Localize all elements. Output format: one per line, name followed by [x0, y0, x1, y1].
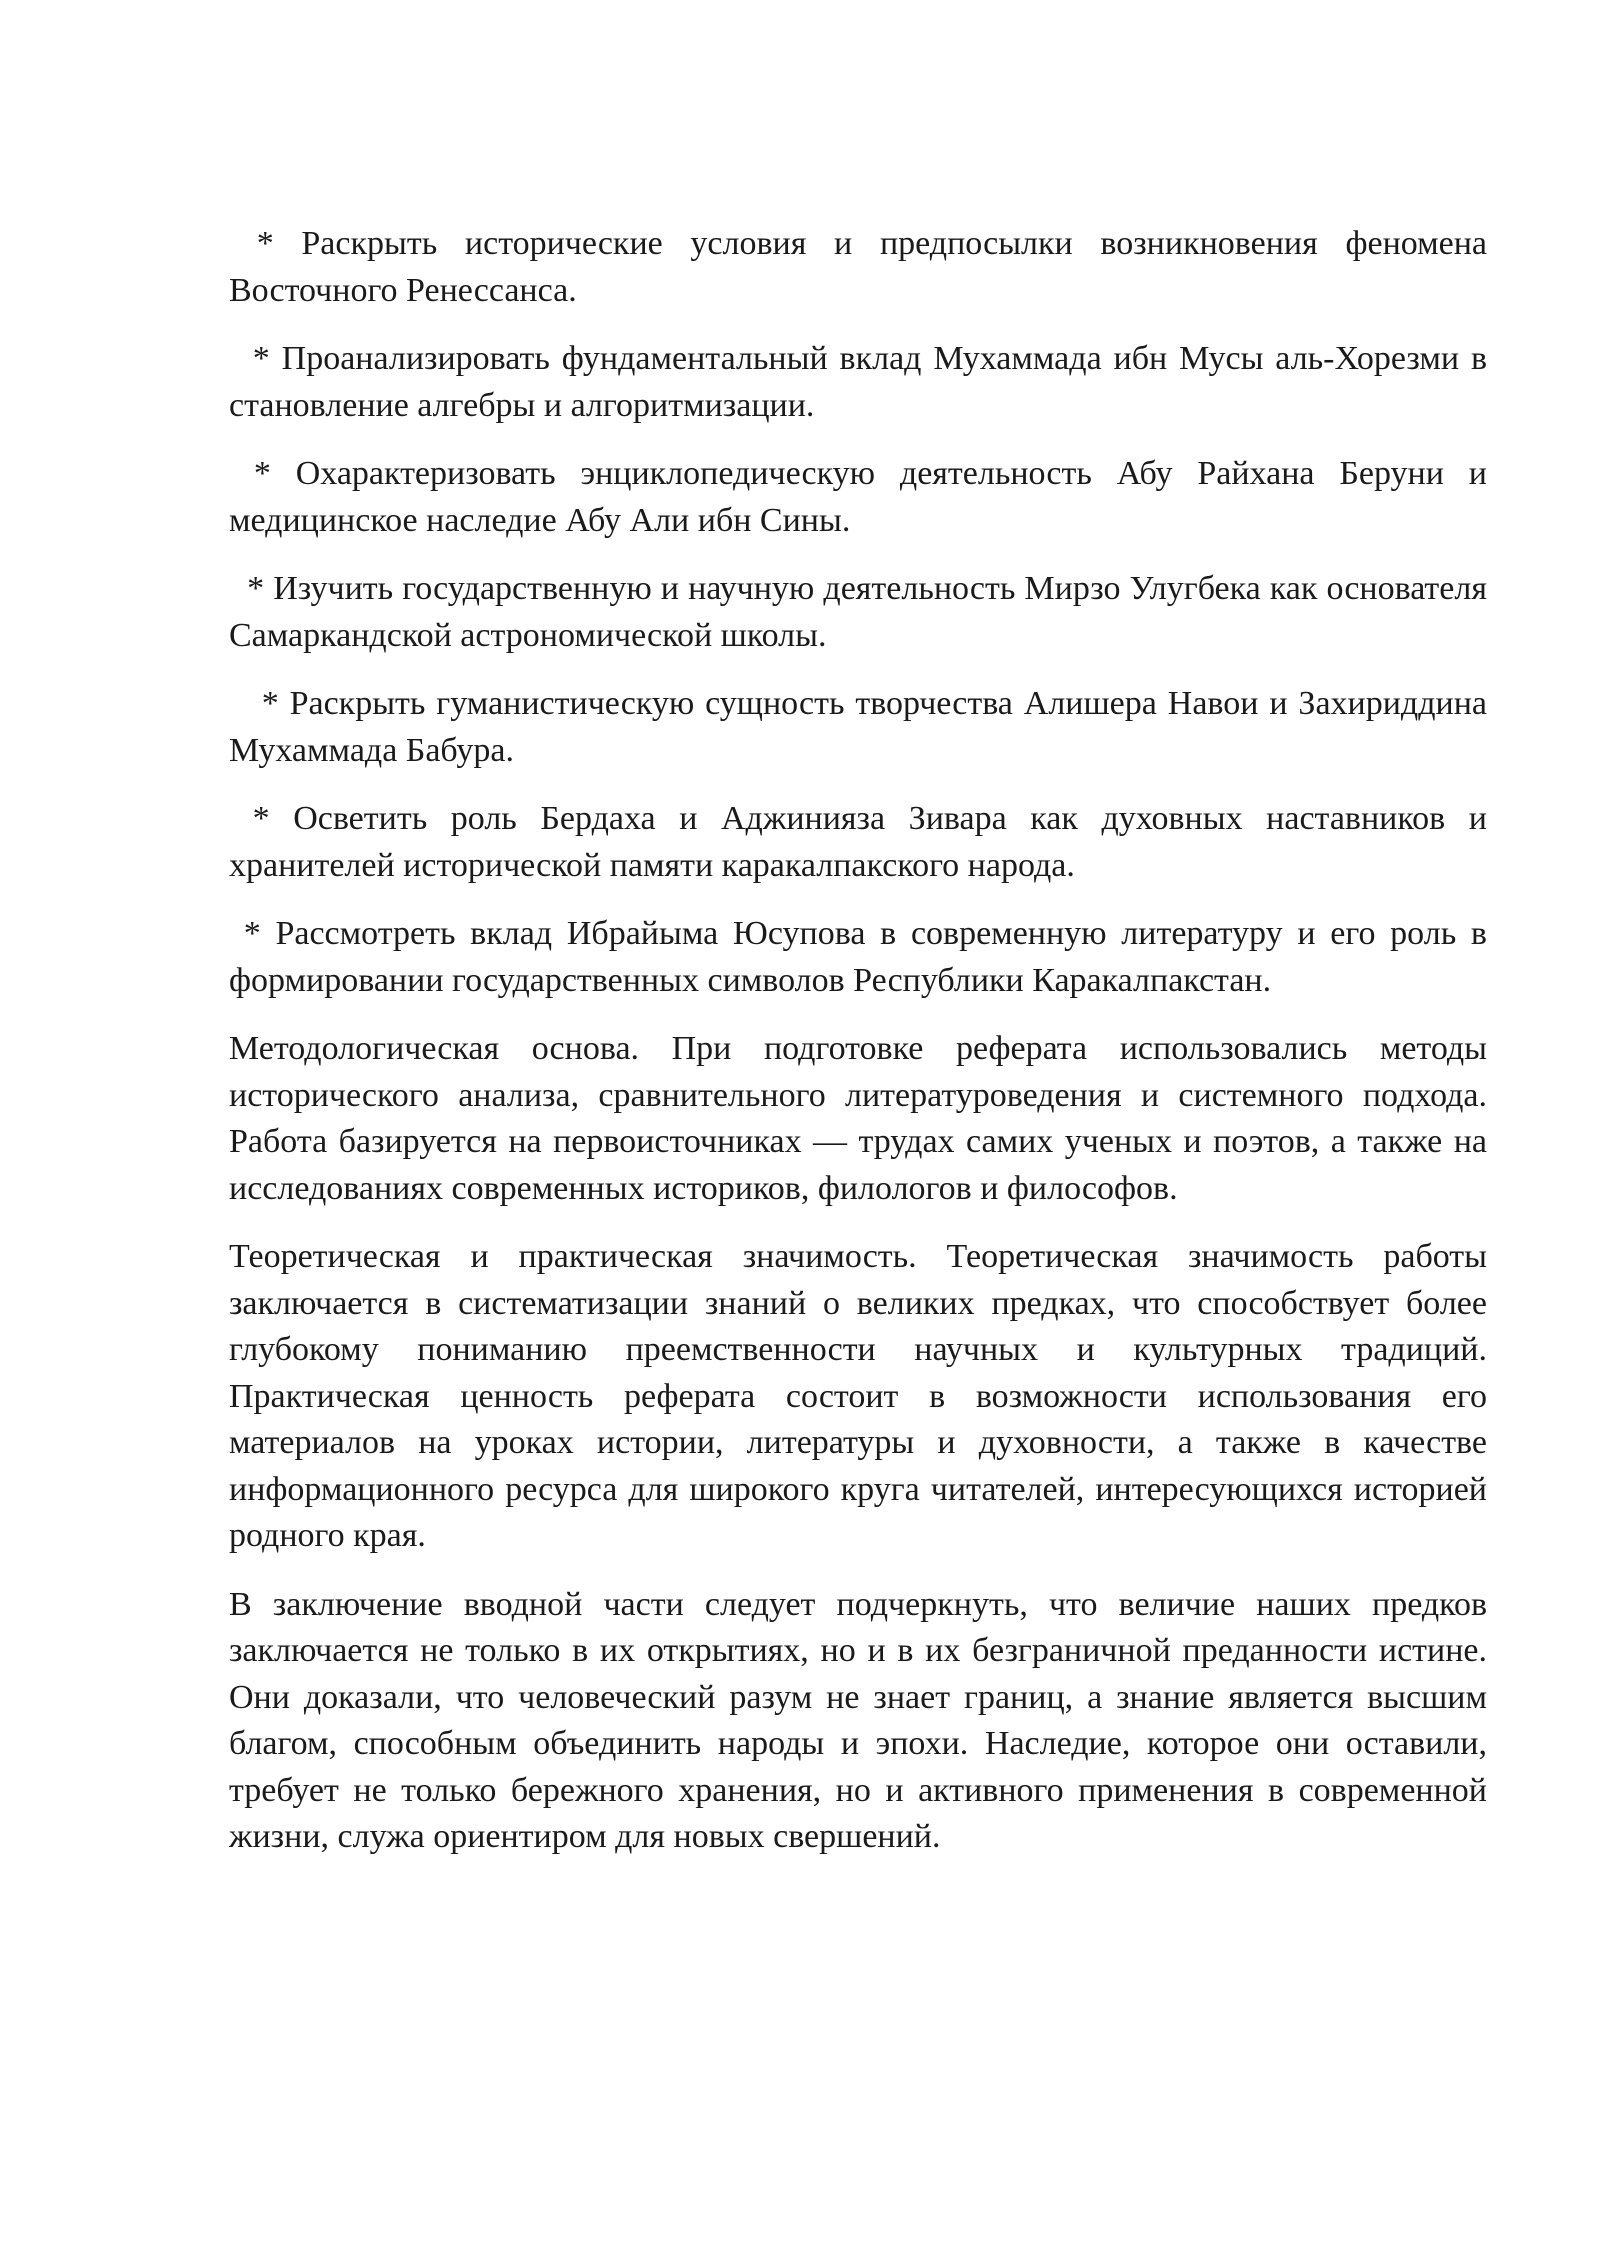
task-item-beruni-ibn-sina: * Охарактеризовать энциклопедическую деятельность Абу Райхана Беруни и медицинское наследие Абу Али ибн Сины. [229, 455, 1496, 539]
task-item-al-khwarizmi: * Проанализировать фундаментальный вклад Мухаммада ибн Мусы аль-Хорезми в становление алгебры и алгоритмизации. [229, 340, 1496, 424]
task-item-yusupov: * Рассмотреть вклад Ибрайыма Юсупова в современную литературу и его роль в формировании государственных символов Республики Каракалпакстан. [229, 915, 1496, 999]
task-item-eastern-renaissance: * Раскрыть исторические условия и предпосылки возникновения феномена Восточного Ренессанса. [229, 225, 1496, 309]
paragraph-significance: Теоретическая и практическая значимость. Теоретическая значимость работы заключается в систематизации знаний о великих предках, что способствует более глубокому пониманию преемственности научных и культурных традиций. Практическая ценность реферата состоит в возможности использования его материалов на уроках истории, литературы и духовности, а также в качестве информационного ресурса для широкого круга читателей, интересующихся историей родного края. [229, 1238, 1496, 1554]
task-item-berdakh-ajiniyaz: * Осветить роль Бердаха и Аджинияза Зивара как духовных наставников и хранителей исторической памяти каракалпакского народа. [229, 800, 1496, 884]
document-body [229, 221, 1496, 1883]
task-item-ulugbek: * Изучить государственную и научную деятельность Мирзо Улугбека как основателя Самаркандской астрономической школы. [229, 570, 1496, 654]
task-item-navoi-babur: * Раскрыть гуманистическую сущность творчества Алишера Навои и Захириддина Мухаммада Бабура. [229, 685, 1496, 769]
paragraph-conclusion: В заключение вводной части следует подчеркнуть, что величие наших предков заключается не только в их открытиях, но и в их безграничной преданности истине. Они доказали, что человеческий разум не знает границ, а знание является высшим благом, способным объединить народы и эпохи. Наследие, которое они оставили, требует не только бережного хранения, но и активного применения в современной жизни, служа ориентиром для новых свершений. [229, 1585, 1496, 1855]
paragraph-methodology: Методологическая основа. При подготовке реферата использовались методы исторического анализа, сравнительного литературоведения и системного подхода. Работа базируется на первоисточниках — трудах самих ученых и поэтов, а также на исследованиях современных историков, филологов и философов. [229, 1030, 1496, 1207]
